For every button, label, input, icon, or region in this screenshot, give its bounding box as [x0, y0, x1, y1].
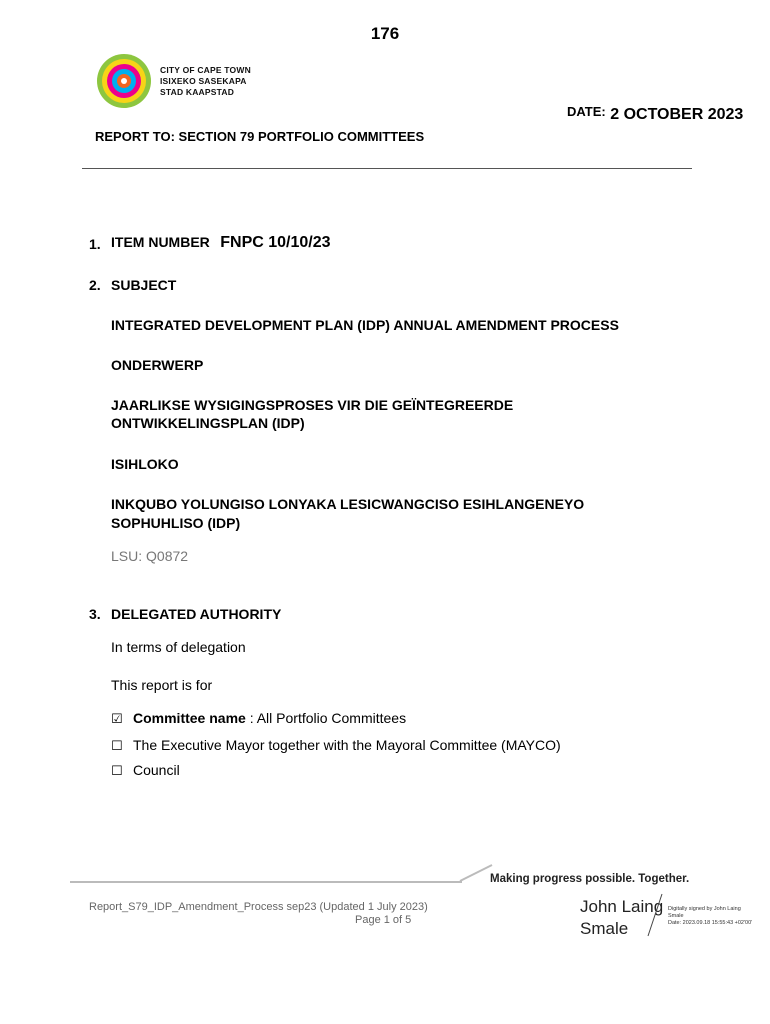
checkbox-checked-icon: ☑ — [111, 711, 123, 726]
report-date — [567, 104, 743, 124]
option-committee-text: : All Portfolio Committees — [245, 710, 407, 726]
signature-note-3: Date: 2023.09.18 15:55:43 +02'00' — [668, 920, 753, 926]
signature-note-2: Smale — [668, 913, 684, 919]
footer-page-number: Page 1 of 5 — [355, 914, 412, 926]
subject-heading: SUBJECT — [111, 277, 177, 293]
option-mayco — [111, 736, 561, 755]
option-committee-bold: Committee name — [133, 710, 246, 726]
option-council — [111, 761, 180, 780]
logo-line-3: STAD KAAPSTAD — [160, 87, 235, 97]
logo-line-2: ISIXEKO SASEKAPA — [160, 76, 247, 86]
item-number-index: 1. — [89, 236, 101, 252]
checkbox-empty-icon: ☐ — [111, 738, 123, 753]
signature-note-1: Digitally signed by John Laing — [668, 906, 741, 912]
subject-english: INTEGRATED DEVELOPMENT PLAN (IDP) ANNUAL AMENDMENT PROCESS — [111, 317, 619, 333]
header-divider — [82, 168, 692, 169]
subject-xhosa-line-1: INKQUBO YOLUNGISO LONYAKA LESICWANGCISO ESIHLANGENEYO — [111, 496, 585, 512]
delegation-terms: In terms of delegation — [111, 639, 246, 655]
subject-afrikaans-label: ONDERWERP — [111, 357, 204, 373]
subject-index: 2. — [89, 277, 101, 293]
report-to: REPORT TO: SECTION 79 PORTFOLIO COMMITTEES — [95, 129, 425, 144]
signature-mark-icon — [640, 890, 670, 940]
date-value: 2 OCTOBER 2023 — [610, 106, 744, 123]
item-number-row — [111, 234, 331, 252]
date-label: DATE: — [567, 104, 606, 119]
logo-line-1: CITY OF CAPE TOWN — [160, 65, 251, 75]
lsu-reference: LSU: Q0872 — [111, 548, 189, 564]
signature-note — [668, 906, 758, 927]
city-logo — [96, 53, 152, 109]
footer-tagline: Making progress possible. Together. — [490, 873, 690, 885]
logo-text — [160, 65, 251, 98]
signature-name-line-1: John Laing — [580, 897, 664, 916]
subject-afrikaans-line-1: JAARLIKSE WYSIGINGSPROSES VIR DIE GEÏNTEGREERDE — [111, 397, 514, 413]
subject-afrikaans-line-2: ONTWIKKELINGSPLAN (IDP) — [111, 415, 305, 431]
delegated-heading: DELEGATED AUTHORITY — [111, 606, 282, 622]
option-committee — [111, 709, 406, 728]
option-mayco-text: The Executive Mayor together with the Mayoral Committee (MAYCO) — [133, 737, 561, 753]
delegated-index: 3. — [89, 606, 101, 622]
signature-name-line-2: Smale — [580, 919, 629, 938]
page-number: 176 — [370, 24, 400, 43]
report-for: This report is for — [111, 677, 213, 693]
item-number-value: FNPC 10/10/23 — [220, 234, 331, 251]
subject-xhosa-label: ISIHLOKO — [111, 456, 179, 472]
checkbox-empty-icon: ☐ — [111, 763, 123, 778]
subject-xhosa-line-2: SOPHUHLISO (IDP) — [111, 515, 241, 531]
footer-report-file: Report_S79_IDP_Amendment_Process sep23 (Updated 1 July 2023) — [89, 901, 428, 913]
option-council-text: Council — [133, 762, 180, 778]
footer-divider — [70, 881, 462, 883]
item-number-label: ITEM NUMBER — [111, 234, 210, 250]
